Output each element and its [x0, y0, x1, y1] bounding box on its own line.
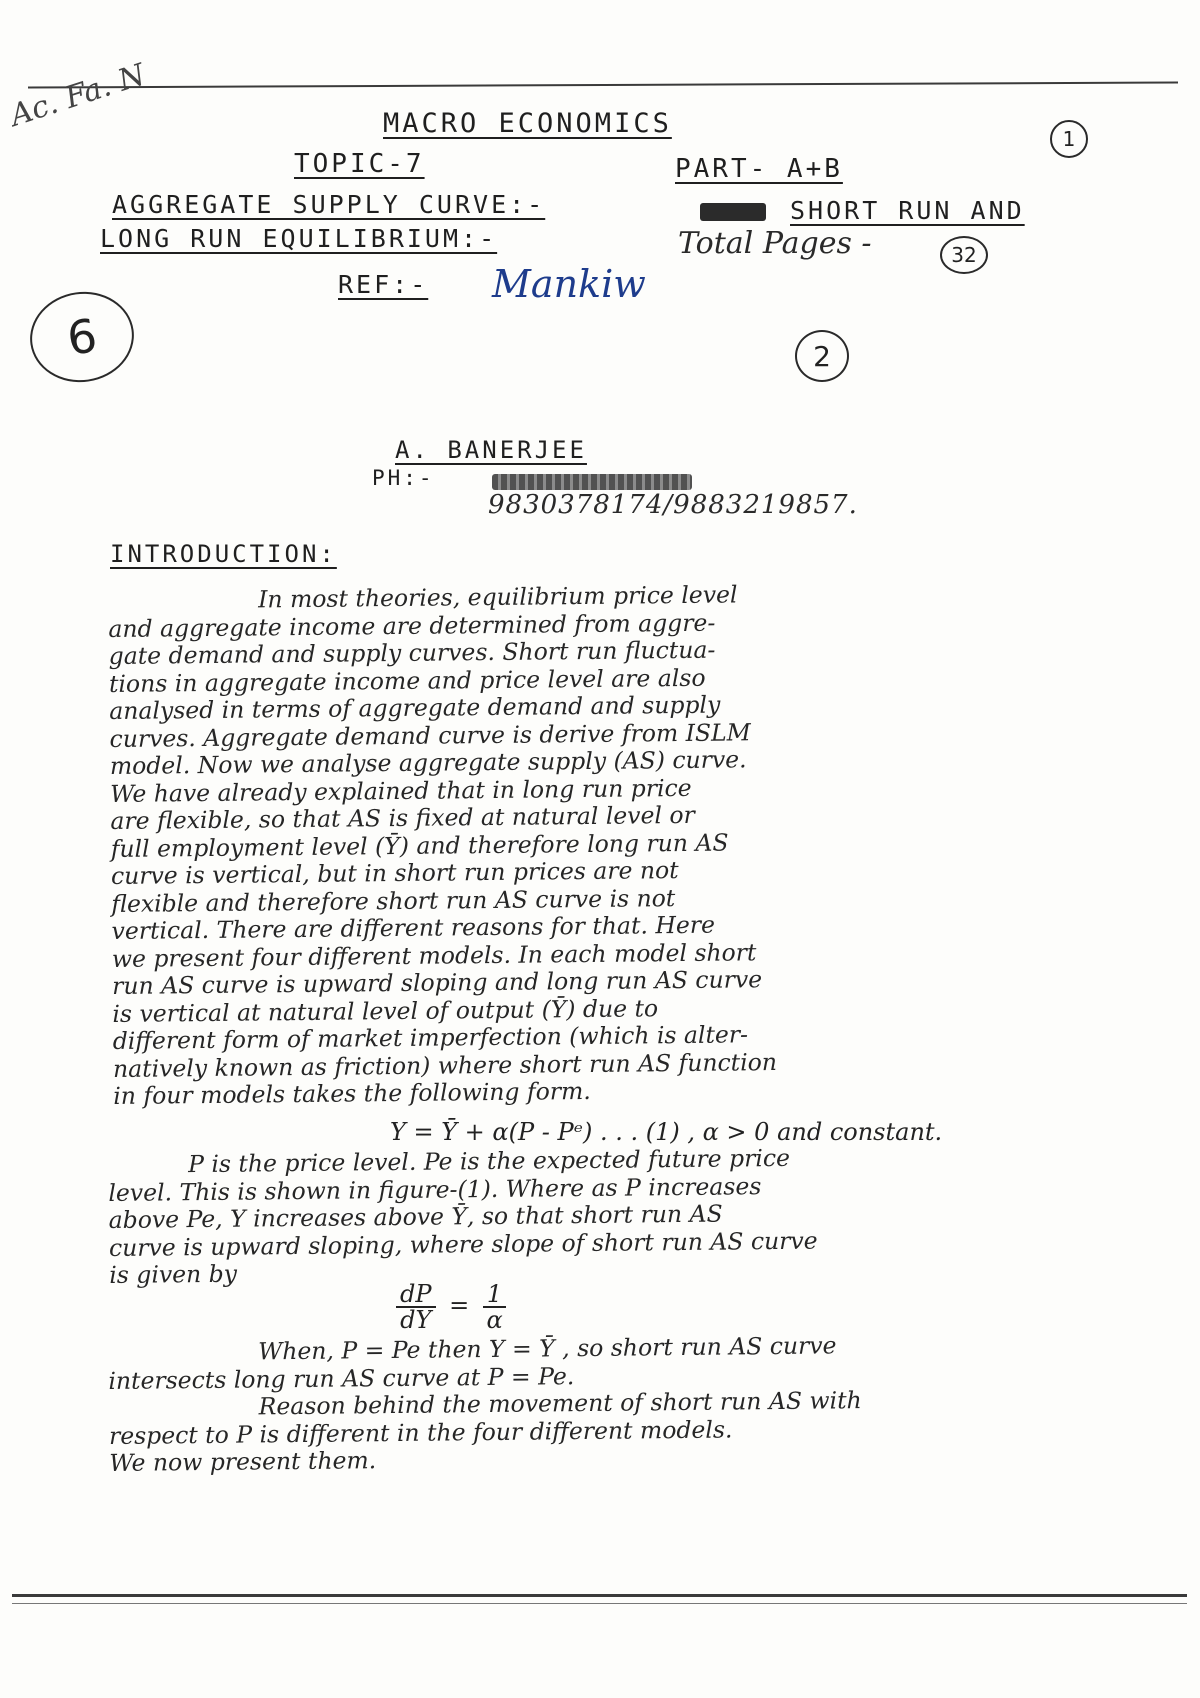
intro-line: full employment level (Ȳ) and therefore long run AS — [110, 828, 729, 863]
intro-line: natively known as friction) where short run AS function — [112, 1047, 778, 1083]
bottom-rule — [12, 1594, 1187, 1597]
page-title: MACRO ECONOMICS — [383, 108, 672, 139]
struck-out-number — [492, 474, 692, 490]
circled-two: 2 — [795, 330, 849, 382]
intro-line: and aggregate income are determined from aggre- — [108, 608, 716, 643]
part-label: PART- A+B — [675, 154, 843, 184]
ink-blot — [700, 203, 766, 221]
bottom-rule-thin — [12, 1603, 1187, 1604]
intro-line: analysed in terms of aggregate demand and supply — [109, 690, 721, 725]
introduction-body — [108, 577, 1123, 1110]
intro-line: curve is upward sloping, where slope of short run AS curve — [108, 1226, 818, 1262]
intro-line: curves. Aggregate demand curve is derive from ISLM — [109, 717, 751, 753]
intro-line: P is the price level. Pe is the expected future price — [187, 1143, 791, 1179]
slope-fraction — [396, 1282, 436, 1332]
intro-line: run AS curve is upward sloping and long run AS curve — [112, 965, 763, 1000]
slope-equation — [390, 1282, 512, 1332]
corner-scribble: Ac. Fa. N — [6, 57, 150, 134]
heading-line-2: LONG RUN EQUILIBRIUM:- — [100, 224, 498, 253]
intro-line: above Pe, Y increases above Ȳ, so that short run AS — [108, 1199, 723, 1234]
equation-1: Y = Ȳ + α(P - Pᵉ) . . . (1) , α > 0 and constant. — [390, 1118, 943, 1146]
intro-line: intersects long run AS curve at P = Pe. — [108, 1361, 575, 1395]
intro-line: vertical. There are different reasons for that. Here — [111, 910, 716, 945]
intro-line: gate demand and supply curves. Short run fluctua- — [108, 635, 716, 670]
intro-line: we present four different models. In each model short — [111, 937, 757, 973]
top-rule — [28, 81, 1178, 88]
slope-rhs-numerator: 1 — [483, 1282, 506, 1308]
slope-denominator: dY — [400, 1306, 432, 1334]
intro-line: curve is vertical, but in short run prices are not — [110, 856, 679, 890]
total-pages-label: Total Pages - — [678, 226, 872, 261]
intro-line: level. This is shown in figure-(1). Where as P increases — [108, 1171, 762, 1207]
heading-line-1b: SHORT RUN AND — [790, 196, 1025, 225]
author-name: A. BANERJEE — [395, 436, 587, 464]
phone-label: PH:- — [372, 466, 435, 490]
total-pages-value: 32 — [940, 236, 988, 274]
intro-line: Reason behind the movement of short run AS with — [258, 1386, 862, 1421]
introduction-body-2 — [108, 1141, 1119, 1289]
intro-line: In most theories, equilibrium price level — [257, 580, 738, 614]
ref-label: REF:- — [338, 270, 429, 299]
intro-line: We have already explained that in long run price — [110, 773, 692, 808]
ref-value: Mankiw — [492, 262, 646, 306]
equals-sign: = — [449, 1291, 470, 1320]
slope-rhs-denominator: α — [486, 1306, 503, 1334]
phone-numbers: 9830378174/9883219857. — [488, 490, 858, 520]
intro-line: We now present them. — [109, 1446, 377, 1477]
slope-numerator: dP — [396, 1282, 436, 1308]
intro-line: model. Now we analyse aggregate supply (AS) curve. — [109, 745, 747, 780]
intro-line: is given by — [109, 1259, 238, 1289]
circled-six: 6 — [24, 285, 140, 389]
introduction-heading: INTRODUCTION: — [110, 540, 337, 568]
intro-line: When, P = Pe then Y = Ȳ , so short run AS curve — [257, 1331, 837, 1366]
intro-line: is vertical at natural level of output (Ȳ) due to — [112, 993, 659, 1028]
intro-line: flexible and therefore short run AS curve is not — [111, 883, 676, 918]
heading-line-1: AGGREGATE SUPPLY CURVE:- — [112, 190, 546, 219]
introduction-body-3 — [108, 1329, 1119, 1477]
intro-line: tions in aggregate income and price level are also — [108, 663, 706, 698]
intro-line: respect to P is different in the four different models. — [108, 1414, 733, 1450]
topic-label: TOPIC-7 — [294, 149, 425, 179]
intro-line: different form of market imperfection (which is alter- — [112, 1020, 749, 1055]
page-number-mark: 1 — [1050, 120, 1088, 158]
slope-rhs-fraction — [483, 1282, 506, 1332]
intro-line: are flexible, so that AS is fixed at natural level or — [110, 800, 695, 835]
intro-line: in four models takes the following form. — [113, 1076, 591, 1110]
